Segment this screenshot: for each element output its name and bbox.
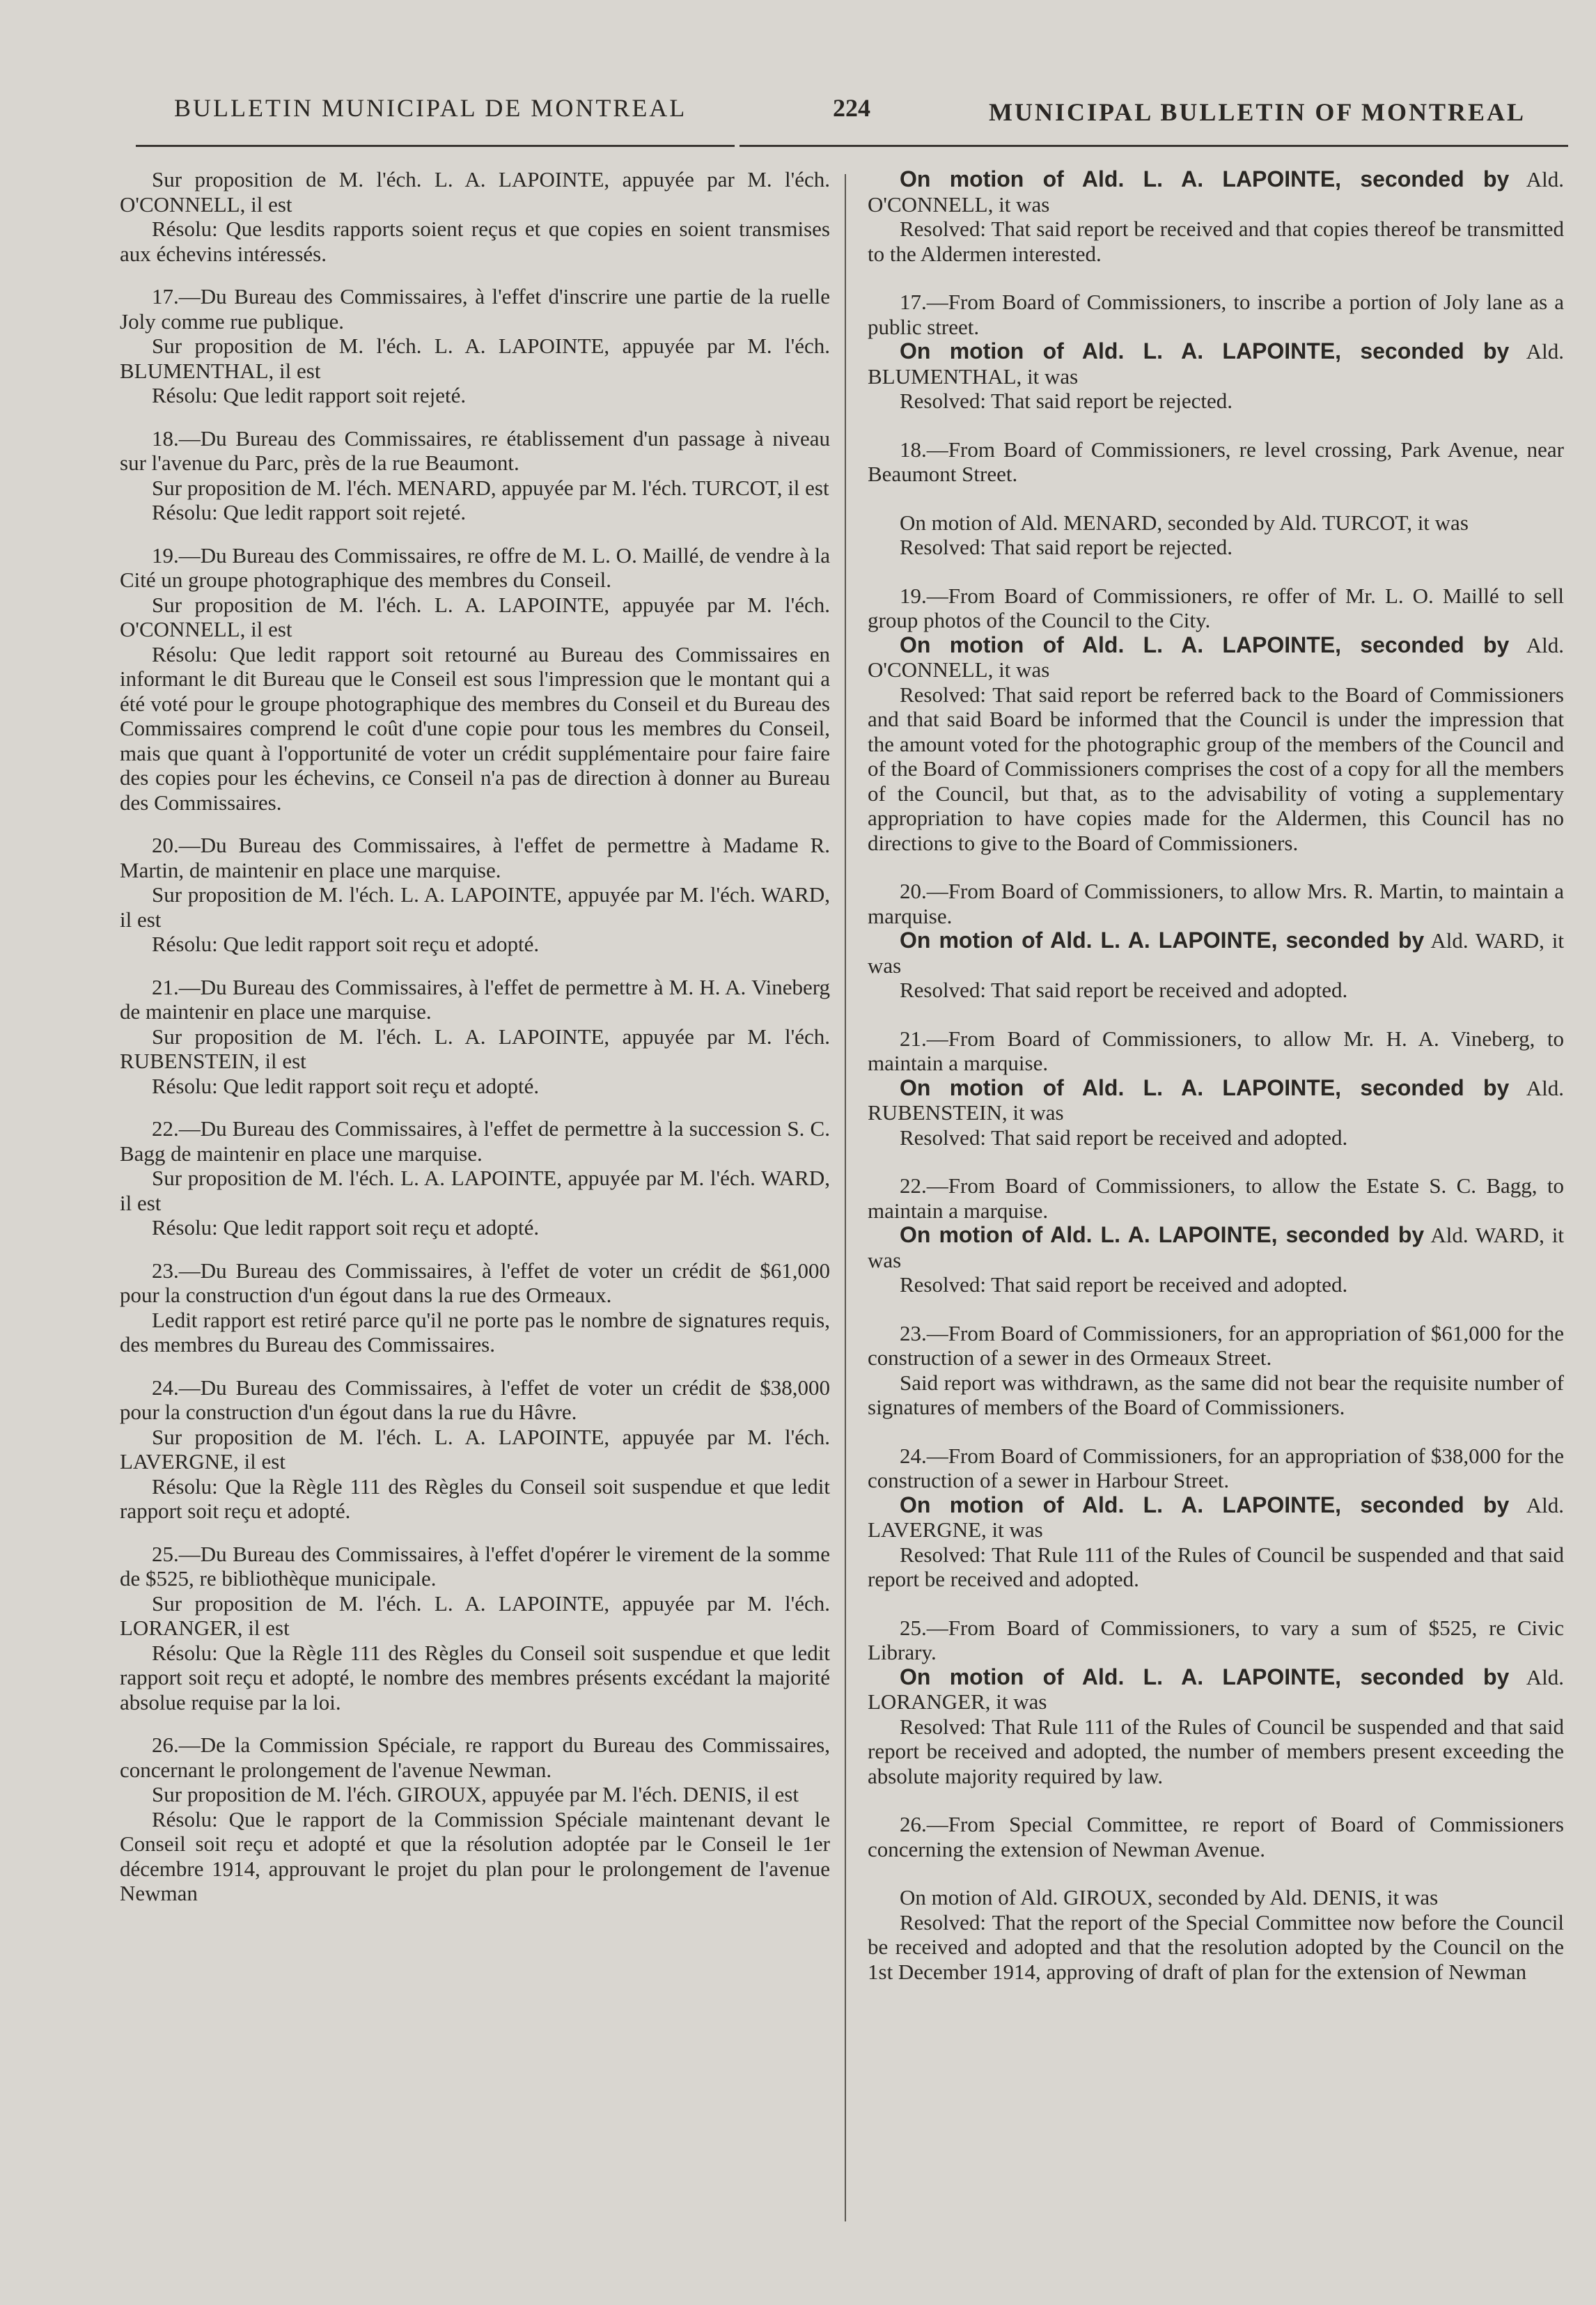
resolution-text: Ledit rapport est retiré parce qu'il ne porte pas le nombre de signatures requis, des membres du Bureau des Commissaires. — [120, 1307, 830, 1357]
motion-rest: Ald. WARD, it was — [868, 1223, 1564, 1272]
agenda-item: 22.—From Board of Commissioners, to allow the Estate S. C. Bagg, to maintain a marquise. — [868, 1173, 1564, 1223]
resolution-text: Résolu: Que lesdits rapports soient reçus et que copies en soient transmises aux échevins intéressés. — [120, 217, 830, 266]
agenda-item: 20.—Du Bureau des Commissaires, à l'effet de permettre à Madame R. Martin, de maintenir en place une marquise. — [120, 833, 830, 882]
header-rule-right — [740, 145, 1568, 147]
motion-text — [868, 167, 1564, 217]
header-title-english: MUNICIPAL BULLETIN OF MONTREAL — [989, 98, 1526, 126]
header-rule-left — [136, 145, 735, 147]
motion-text: Sur proposition de M. l'éch. L. A. LAPOINTE, appuyée par M. l'éch. BLUMENTHAL, il est — [120, 334, 830, 383]
resolution-text: Resolved: That said report be rejected. — [900, 389, 1233, 413]
motion-text — [868, 633, 1564, 682]
motion-rest: Ald. LORANGER, it was — [868, 1664, 1564, 1714]
motion-rest: Ald. LAVERGNE, it was — [868, 1492, 1564, 1542]
resolution-text: Resolved: That said report be referred back to the Board of Commissioners and that said Board be informed that the Council is under the impression that the amount voted for the photographic group of the members of the Council and of the Board of Commissioners comprises the cost of a copy for all the members of the Council, but that, as to the advisability of voting a supplementary appropriation to have copies made for the Aldermen, this Council has no directions to give to the Board of Commissioners. — [868, 682, 1564, 855]
motion-text: Sur proposition de M. l'éch. L. A. LAPOINTE, appuyée par M. l'éch. LAVERGNE, il est — [120, 1424, 830, 1474]
resolution-text: Résolu: Que la Règle 111 des Règles du Conseil soit suspendue et que ledit rapport soit reçu et adopté. — [120, 1474, 830, 1523]
agenda-item: 19.—Du Bureau des Commissaires, re offre de M. L. O. Maillé, de vendre à la Cité un groupe photographique des membres du Conseil. — [120, 542, 830, 592]
motion-text: Sur proposition de M. l'éch. GIROUX, appuyée par M. l'éch. DENIS, il est — [152, 1782, 799, 1806]
agenda-item: 18.—From Board of Commissioners, re level crossing, Park Avenue, near Beaumont Street. — [868, 437, 1564, 486]
motion-rest: Ald. WARD, it was — [868, 928, 1564, 978]
resolution-text: Résolu: Que ledit rapport soit reçu et adopté. — [152, 1215, 540, 1240]
resolution-text: Resolved: That said report be rejected. — [900, 535, 1233, 559]
motion-text: Sur proposition de M. l'éch. L. A. LAPOINTE, appuyée par M. l'éch. WARD, il est — [120, 1166, 830, 1215]
agenda-item: 23.—From Board of Commissioners, for an appropriation of $61,000 for the construction of a sewer in des Ormeaux Street. — [868, 1320, 1564, 1370]
agenda-item: 24.—Du Bureau des Commissaires, à l'effet de voter un crédit de $38,000 pour la construction d'un égout dans la rue du Hâvre. — [120, 1375, 830, 1424]
agenda-item: 21.—Du Bureau des Commissaires, à l'effet de permettre à M. H. A. Vineberg de maintenir en place une marquise. — [120, 974, 830, 1024]
agenda-item: 20.—From Board of Commissioners, to allow Mrs. R. Martin, to maintain a marquise. — [868, 879, 1564, 928]
motion-lead: On motion of Ald. L. A. LAPOINTE, seconded by — [900, 338, 1510, 364]
resolution-text: Résolu: Que le rapport de la Commission Spéciale maintenant devant le Conseil soit reçu et adopté et que la résolution adoptée par le Conseil le 1er décembre 1914, approuvant le projet du plan pour le prolongement de l'avenue Newman — [120, 1806, 830, 1905]
motion-lead: On motion of Ald. L. A. LAPOINTE, seconded by — [900, 1222, 1425, 1247]
resolution-text: Résolu: Que ledit rapport soit rejeté. — [152, 383, 467, 407]
motion-lead: On motion of Ald. L. A. LAPOINTE, seconded by — [900, 1075, 1510, 1100]
resolution-text: Said report was withdrawn, as the same did not bear the requisite number of signatures of members of the Board of Commissioners. — [868, 1370, 1564, 1419]
motion-text — [868, 1493, 1564, 1542]
agenda-item: 22.—Du Bureau des Commissaires, à l'effet de permettre à la succession S. C. Bagg de maintenir en place une marquise. — [120, 1116, 830, 1166]
motion-text: Sur proposition de M. l'éch. L. A. LAPOINTE, appuyée par M. l'éch. RUBENSTEIN, il est — [120, 1024, 830, 1073]
header-title-french: BULLETIN MUNICIPAL DE MONTREAL — [174, 94, 687, 122]
motion-rest: Ald. O'CONNELL, it was — [868, 632, 1564, 682]
agenda-item: 17.—From Board of Commissioners, to inscribe a portion of Joly lane as a public street. — [868, 290, 1564, 339]
agenda-item: 24.—From Board of Commissioners, for an appropriation of $38,000 for the construction of a sewer in Harbour Street. — [868, 1443, 1564, 1492]
french-column — [120, 167, 830, 1906]
agenda-item: 17.—Du Bureau des Commissaires, à l'effet d'inscrire une partie de la ruelle Joly comme rue publique. — [120, 284, 830, 334]
motion-text — [868, 1223, 1564, 1272]
motion-text: Sur proposition de M. l'éch. L. A. LAPOINTE, appuyée par M. l'éch. LORANGER, il est — [120, 1591, 830, 1640]
agenda-item: 26.—De la Commission Spéciale, re rapport du Bureau des Commissaires, concernant le prolongement de l'avenue Newman. — [120, 1733, 830, 1782]
motion-rest: Ald. BLUMENTHAL, it was — [868, 339, 1564, 389]
page-header — [0, 89, 1596, 131]
motion-rest: Ald. RUBENSTEIN, it was — [868, 1075, 1564, 1125]
motion-text: Sur proposition de M. l'éch. MENARD, appuyée par M. l'éch. TURCOT, il est — [152, 475, 829, 500]
motion-text — [868, 339, 1564, 389]
resolution-text: Résolu: Que ledit rapport soit reçu et adopté. — [152, 1073, 540, 1098]
motion-lead: On motion of Ald. L. A. LAPOINTE, seconded by — [900, 1492, 1510, 1517]
column-separator — [845, 174, 846, 2221]
page-number: 224 — [833, 94, 870, 122]
agenda-item: 19.—From Board of Commissioners, re offer of Mr. L. O. Maillé to sell group photos of the Council to the City. — [868, 583, 1564, 632]
motion-text — [868, 928, 1564, 978]
agenda-item: 23.—Du Bureau des Commissaires, à l'effet de voter un crédit de $61,000 pour la construction d'un égout dans la rue des Ormeaux. — [120, 1258, 830, 1307]
agenda-item: 25.—From Board of Commissioners, to vary a sum of $525, re Civic Library. — [868, 1615, 1564, 1664]
resolution-text: Resolved: That said report be received and adopted. — [900, 1272, 1348, 1297]
resolution-text: Résolu: Que ledit rapport soit retourné au Bureau des Commissaires en informant le dit Bureau que le Conseil est sous l'impression que le montant qui a été voté pour le groupe photographique des membres du Conseil et du Bureau des Commissaires comprend le coût d'une copie pour tous les membres du Conseil, mais que quant à l'opportunité de voter un crédit supplémentaire pour faire faire des copies pour les échevins, ce Conseil n'a pas de direction à donner au Bureau des Commissaires. — [120, 641, 830, 815]
motion-lead: On motion of Ald. L. A. LAPOINTE, seconded by — [900, 1664, 1510, 1689]
motion-rest: Ald. O'CONNELL, it was — [868, 167, 1564, 217]
resolution-text: Resolved: That said report be received and adopted. — [900, 1125, 1348, 1150]
motion-text: Sur proposition de M. l'éch. L. A. LAPOINTE, appuyée par M. l'éch. O'CONNELL, il est — [120, 167, 830, 217]
motion-lead: On motion of Ald. L. A. LAPOINTE, seconded by — [900, 928, 1425, 953]
english-column — [868, 167, 1564, 1984]
motion-text: On motion of Ald. MENARD, seconded by Ald. TURCOT, it was — [900, 510, 1469, 535]
motion-text — [868, 1665, 1564, 1714]
resolution-text: Resolved: That said report be received and that copies thereof be transmitted to the Aldermen interested. — [868, 217, 1564, 266]
resolution-text: Resolved: That Rule 111 of the Rules of Council be suspended and that said report be received and adopted, the number of members present exceeding the absolute majority required by law. — [868, 1714, 1564, 1788]
motion-text: On motion of Ald. GIROUX, seconded by Ald. DENIS, it was — [900, 1885, 1439, 1909]
resolution-text: Resolved: That Rule 111 of the Rules of Council be suspended and that said report be received and adopted. — [868, 1542, 1564, 1591]
motion-text — [868, 1076, 1564, 1125]
motion-text: Sur proposition de M. l'éch. L. A. LAPOINTE, appuyée par M. l'éch. WARD, il est — [120, 882, 830, 932]
motion-text: Sur proposition de M. l'éch. L. A. LAPOINTE, appuyée par M. l'éch. O'CONNELL, il est — [120, 592, 830, 641]
motion-lead: On motion of Ald. L. A. LAPOINTE, seconded by — [900, 166, 1510, 192]
resolution-text: Résolu: Que la Règle 111 des Règles du Conseil soit suspendue et que ledit rapport soit reçu et adopté, le nombre des membres présents excédant la majorité absolue requise par la loi. — [120, 1640, 830, 1714]
resolution-text: Resolved: That said report be received and adopted. — [900, 978, 1348, 1002]
agenda-item: 21.—From Board of Commissioners, to allow Mr. H. A. Vineberg, to maintain a marquise. — [868, 1026, 1564, 1075]
resolution-text: Résolu: Que ledit rapport soit reçu et adopté. — [152, 932, 540, 956]
agenda-item: 18.—Du Bureau des Commissaires, re établissement d'un passage à niveau sur l'avenue du Parc, près de la rue Beaumont. — [120, 425, 830, 475]
agenda-item: 26.—From Special Committee, re report of Board of Commissioners concerning the extension of Newman Avenue. — [868, 1812, 1564, 1861]
motion-lead: On motion of Ald. L. A. LAPOINTE, seconded by — [900, 632, 1510, 657]
resolution-text: Resolved: That the report of the Special Committee now before the Council be received and adopted and that the resolution adopted by the Council on the 1st December 1914, approving of draft of plan for the extension of Newman — [868, 1909, 1564, 1984]
agenda-item: 25.—Du Bureau des Commissaires, à l'effet d'opérer le virement de la somme de $525, re bibliothèque municipale. — [120, 1541, 830, 1591]
resolution-text: Résolu: Que ledit rapport soit rejeté. — [152, 500, 467, 524]
